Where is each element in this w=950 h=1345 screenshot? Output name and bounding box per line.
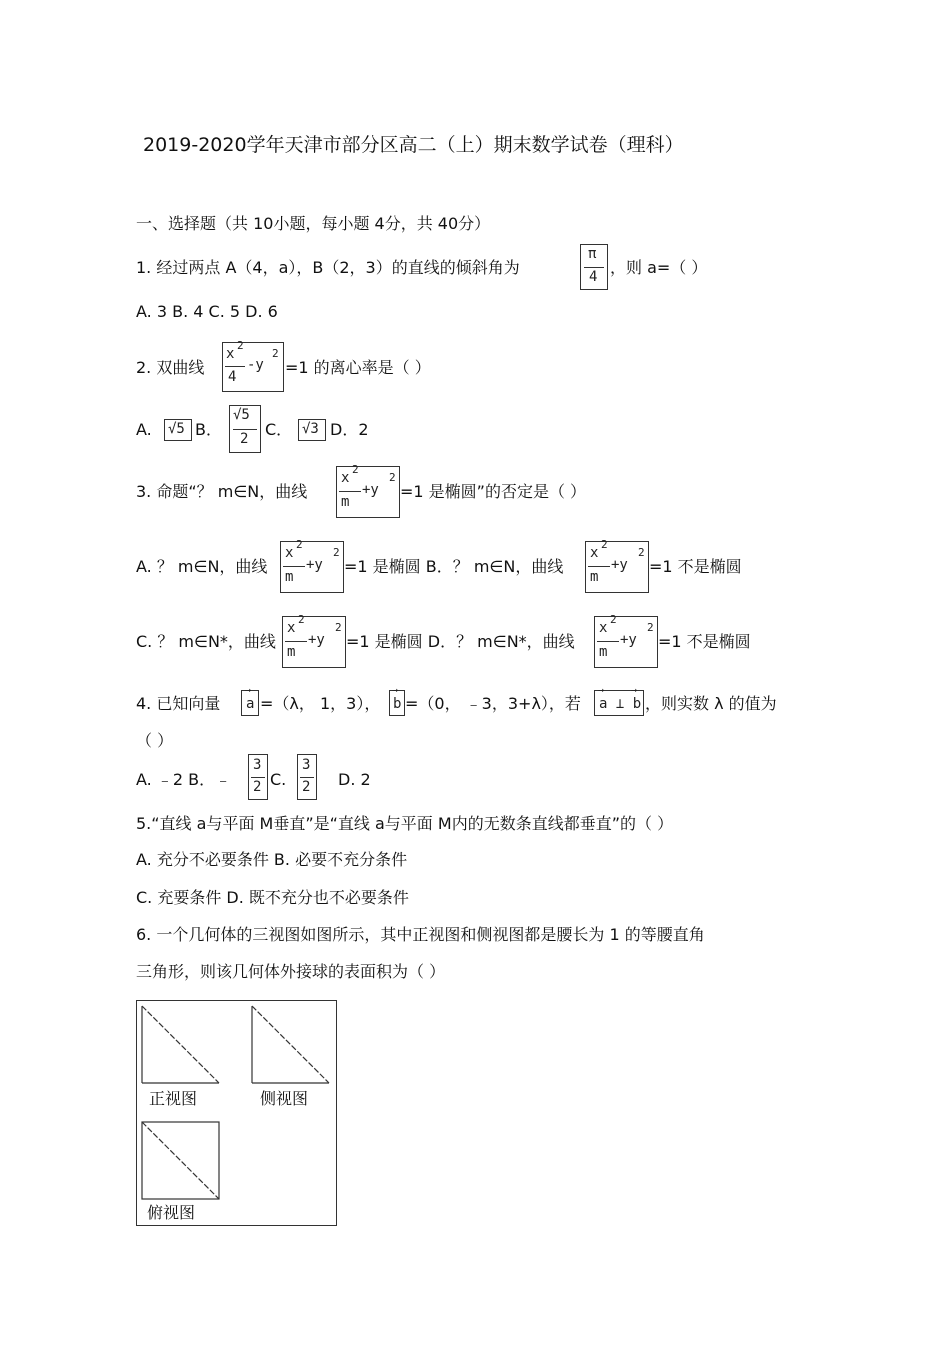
front-view-triangle (142, 1006, 219, 1083)
q4-text-4: ，则实数 λ 的值为 (645, 694, 777, 713)
q5-options-ab: A. 充分不必要条件 B. 必要不充分条件 (136, 850, 408, 869)
q6-line-2: 三角形，则该几何体外接球的表面积为（ ） (136, 962, 446, 981)
top-view-square (142, 1122, 219, 1199)
q3-opt-c-formula: x 2 m +y 2 (282, 616, 346, 668)
q4-text-2: =（λ， 1，3）， (260, 694, 381, 713)
q6-line-1: 6. 一个几何体的三视图如图所示，其中正视图和侧视图都是腰长为 1 的等腰直角 (136, 925, 705, 944)
q1-frac-den: 4 (589, 269, 598, 285)
q1-options: A. 3 B. 4 C. 5 D. 6 (136, 302, 278, 321)
fraction-line (251, 777, 265, 778)
fraction-line (339, 491, 361, 492)
fraction-line (225, 366, 245, 367)
q1-text: 1. 经过两点 A（4，a），B（2，3）的直线的倾斜角为 (136, 258, 520, 277)
side-view-caption: 侧视图 (260, 1089, 309, 1108)
q1-frac-num: π (588, 246, 597, 262)
q4-opt-b-fraction: 3 2 (248, 754, 268, 800)
q4-perp-expression: → → a ⊥ b (594, 690, 644, 716)
fraction-line (597, 641, 619, 642)
three-view-drawing (137, 1001, 335, 1224)
fraction-line (588, 566, 610, 567)
q2-opt-b-fraction: √5 2 (229, 405, 261, 453)
q3-opt-c-2: =1 是椭圆 D．？ m∈N*，曲线 (346, 632, 575, 651)
q4-opt-a: A. ﹣2 B．﹣ (136, 770, 232, 789)
side-view-triangle (252, 1006, 329, 1083)
q2-opt-c-box: √3 (298, 419, 326, 441)
q3-text: 3. 命题“？ m∈N，曲线 (136, 482, 308, 501)
q3-opt-a-1: A. ？ m∈N，曲线 (136, 557, 268, 576)
q2-opt-d: D．2 (330, 420, 369, 439)
q4-opt-d: D. 2 (338, 770, 371, 789)
q3-opt-a-formula: x 2 m +y 2 (280, 541, 344, 593)
q2-opt-c: C． (265, 420, 293, 439)
q2-text: 2. 双曲线 (136, 358, 205, 377)
q4-opt-c: C. (270, 770, 287, 789)
q4-opt-c-fraction: 3 2 (297, 754, 317, 800)
q2-tail: =1 的离心率是（ ） (285, 358, 431, 377)
three-view-figure (136, 1000, 337, 1226)
q2-opt-a: A. (136, 420, 152, 439)
exam-title: 2019-2020学年天津市部分区高二（上）期末数学试卷（理科） (143, 134, 684, 156)
fraction-line (283, 566, 305, 567)
section-heading: 一、选择题（共 10小题，每小题 4分，共 40分） (136, 214, 491, 233)
q3-opt-c-3: =1 不是椭圆 (658, 632, 751, 651)
fraction-line (300, 777, 314, 778)
front-view-caption: 正视图 (149, 1089, 198, 1108)
top-view-caption: 俯视图 (147, 1203, 196, 1222)
q2-formula: x 2 4 -y 2 (222, 342, 284, 392)
q3-formula: x 2 m +y 2 (336, 466, 400, 518)
q4-line-2: （ ） (136, 731, 174, 750)
q4-text-1: 4. 已知向量 (136, 694, 221, 713)
q4-vector-a: → a (241, 690, 259, 716)
q1-tail: ，则 a=（ ） (610, 258, 708, 277)
fraction-line (285, 641, 307, 642)
q3-opt-b-formula: x 2 m +y 2 (585, 541, 649, 593)
q4-text-3: =（0， ﹣3，3+λ），若 (405, 694, 581, 713)
q2-opt-a-box: √5 (164, 419, 192, 441)
q3-opt-a-2: =1 是椭圆 B．？ m∈N，曲线 (344, 557, 564, 576)
fraction-line (584, 267, 604, 268)
q5-options-cd: C. 充要条件 D. 既不充分也不必要条件 (136, 888, 409, 907)
q3-opt-c-1: C. ？ m∈N*，曲线 (136, 632, 276, 651)
q2-num: x (226, 346, 235, 362)
q2-opt-b: B． (195, 420, 222, 439)
q4-vector-b: → b (389, 690, 405, 716)
q3-tail: =1 是椭圆”的否定是（ ） (400, 482, 587, 501)
fraction-line (233, 429, 257, 430)
q3-opt-a-3: =1 不是椭圆 (649, 557, 742, 576)
q1-fraction (580, 244, 608, 290)
q5-text: 5.“直线 a与平面 M垂直”是“直线 a与平面 M内的无数条直线都垂直”的（ ） (136, 814, 674, 833)
q3-opt-d-formula: x 2 m +y 2 (594, 616, 658, 668)
